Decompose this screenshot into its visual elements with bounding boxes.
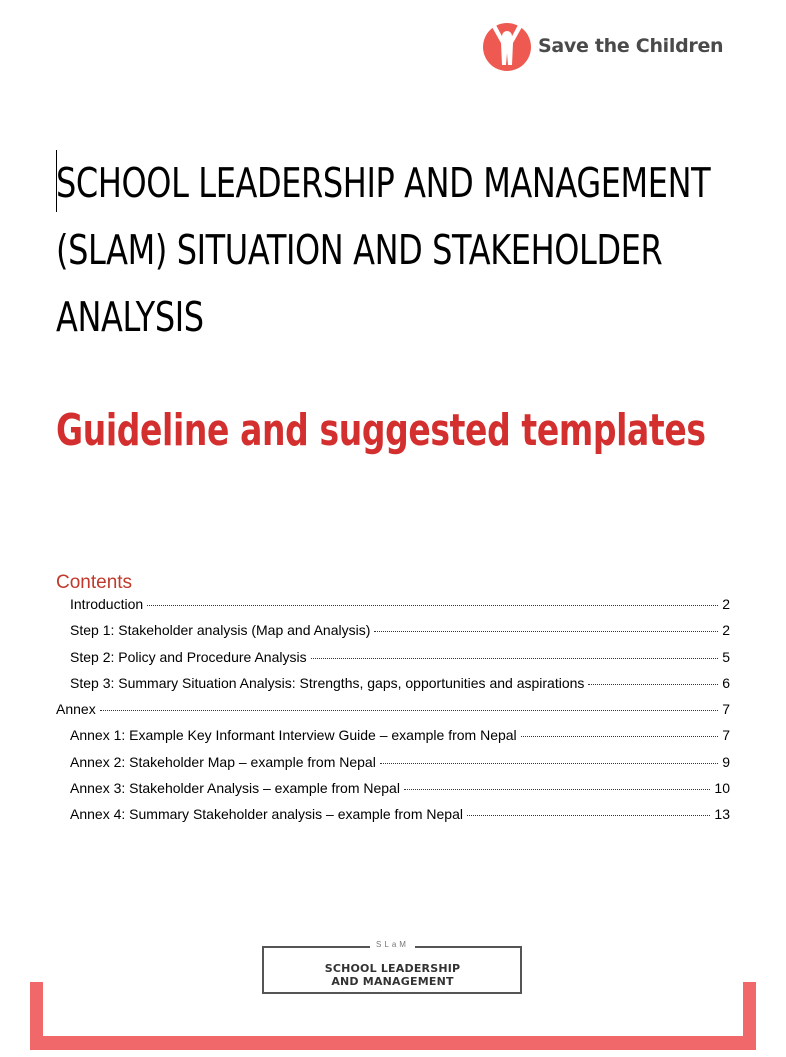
- save-the-children-logo: [482, 18, 723, 74]
- toc-leader-dots: [588, 684, 718, 685]
- toc-entry-title: Introduction: [70, 596, 144, 612]
- toc-leader-dots: [311, 658, 719, 659]
- toc-entry-step-1[interactable]: [56, 622, 730, 648]
- child-figure-icon: [482, 19, 532, 73]
- toc-leader-dots: [380, 763, 718, 764]
- toc-entry-title: Annex 2: Stakeholder Map – example from Nepal: [70, 753, 376, 770]
- toc-leader-dots: [147, 605, 718, 606]
- toc-entry-page: 9: [722, 753, 730, 770]
- badge-small-label: SLaM: [262, 940, 523, 949]
- toc-entry-title: Annex 1: Example Key Informant Interview Guide – example from Nepal: [70, 727, 517, 744]
- toc-leader-dots: [100, 710, 719, 711]
- toc-entry-page: 13: [714, 806, 730, 823]
- toc-entry-title: Step 2: Policy and Procedure Analysis: [70, 648, 307, 665]
- toc-entry-annex-3[interactable]: [56, 780, 730, 806]
- toc-entry-annex-1[interactable]: [56, 727, 730, 753]
- toc-entry-page: 7: [722, 727, 730, 744]
- toc-entry-annex-4[interactable]: [56, 806, 730, 832]
- toc-leader-dots: [521, 736, 719, 737]
- toc-entry-step-3[interactable]: [56, 675, 730, 701]
- toc-entry-title: Annex: [56, 701, 96, 718]
- logo-text: Save the Children: [538, 35, 724, 57]
- badge-line-1: SCHOOL LEADERSHIP: [324, 962, 461, 975]
- toc-entry-title: Step 1: Stakeholder analysis (Map and Analysis): [70, 622, 371, 639]
- toc-entry-page: 6: [722, 674, 730, 691]
- document-subtitle: Guideline and suggested templates: [56, 405, 706, 456]
- toc-entry-title: Step 3: Summary Situation Analysis: Strengths, gaps, opportunities and aspirations: [70, 674, 585, 691]
- toc-entry-page: 10: [714, 780, 730, 797]
- badge-line-2: AND MANAGEMENT: [331, 975, 454, 988]
- toc-leader-dots: [467, 815, 710, 816]
- toc-entry-page: 7: [722, 701, 730, 718]
- contents-heading: Contents: [56, 572, 133, 593]
- toc-entry-page: 5: [722, 648, 730, 665]
- toc-entry-step-2[interactable]: [56, 649, 730, 675]
- slam-badge: [262, 940, 522, 994]
- frame-bottom-bar: [30, 1036, 756, 1050]
- toc-entry-page: 2: [722, 622, 730, 639]
- document-title: SCHOOL LEADERSHIP AND MANAGEMENT (SLAM) SITUATION AND STAKEHOLDER ANALYSIS: [56, 159, 711, 341]
- toc-entry-title: Annex 4: Summary Stakeholder analysis – example from Nepal: [70, 806, 463, 823]
- toc-entry-annex-2[interactable]: [56, 754, 730, 780]
- toc-leader-dots: [404, 789, 710, 790]
- toc-entry-introduction[interactable]: [56, 596, 730, 622]
- toc-leader-dots: [374, 631, 718, 632]
- toc-entry-title: Annex 3: Stakeholder Analysis – example from Nepal: [70, 780, 400, 797]
- toc-entry-page: 2: [722, 596, 730, 612]
- toc-entry-annex[interactable]: [56, 701, 730, 727]
- table-of-contents: [56, 596, 730, 833]
